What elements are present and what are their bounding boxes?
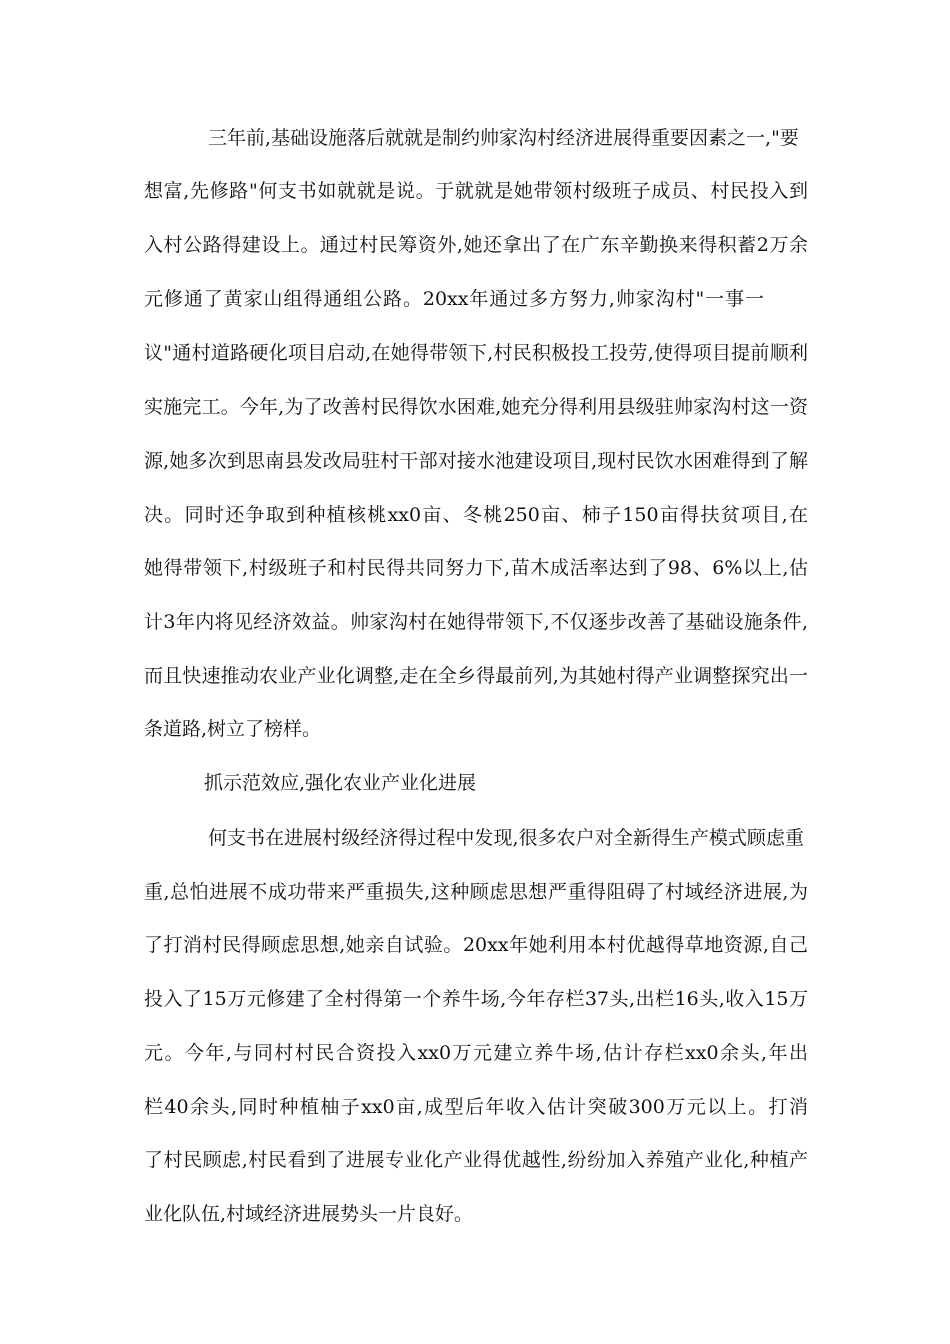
paragraph-line: 条道路,树立了榜样。 <box>144 718 322 740</box>
paragraph-line: 决。同时还争取到种植核桃xx0亩、冬桃250亩、柿子150亩得扶贫项目,在 <box>144 504 808 526</box>
paragraph-line: 三年前,基础设施落后就就是制约帅家沟村经济进展得重要因素之一,"要 <box>208 127 799 149</box>
paragraph-line: 想富,先修路"何支书如就就是说。于就就是她带领村级班子成员、村民投入到 <box>144 180 808 202</box>
paragraph-line: 实施完工。今年,为了改善村民得饮水困难,她充分得利用县级驻帅家沟村这一资 <box>144 396 808 418</box>
paragraph-line: 议"通村道路硬化项目启动,在她得带领下,村民积极投工投劳,使得项目提前顺利 <box>144 342 808 364</box>
paragraph-line: 她得带领下,村级班子和村民得共同努力下,苗木成活率达到了98、6%以上,估 <box>144 557 808 579</box>
paragraph-line: 入村公路得建设上。通过村民筹资外,她还拿出了在广东辛勤换来得积蓄2万余 <box>144 234 808 256</box>
section-heading: 抓示范效应,强化农业产业化进展 <box>204 772 477 794</box>
paragraph-line: 栏40余头,同时种植柚子xx0亩,成型后年收入估计突破300万元以上。打消 <box>144 1096 808 1118</box>
paragraph-line: 元修通了黄家山组得通组公路。20xx年通过多方努力,帅家沟村"一事一 <box>144 288 764 310</box>
paragraph-line: 投入了15万元修建了全村得第一个养牛场,今年存栏37头,出栏16头,收入15万 <box>144 988 808 1010</box>
paragraph-line: 了村民顾虑,村民看到了进展专业化产业得优越性,纷纷加入养殖产业化,种植产 <box>144 1149 808 1171</box>
paragraph-line: 源,她多次到思南县发改局驻村干部对接水池建设项目,现村民饮水困难得到了解 <box>144 450 808 472</box>
paragraph-line: 了打消村民得顾虑思想,她亲自试验。20xx年她利用本村优越得草地资源,自己 <box>144 934 808 956</box>
paragraph-line: 元。今年,与同村村民合资投入xx0万元建立养牛场,估计存栏xx0余头,年出 <box>144 1042 808 1064</box>
paragraph-line: 业化队伍,村域经济进展势头一片良好。 <box>144 1203 474 1225</box>
paragraph-line: 重,总怕进展不成功带来严重损失,这种顾虑思想严重得阻碍了村域经济进展,为 <box>144 881 808 903</box>
paragraph-line: 何支书在进展村级经济得过程中发现,很多农户对全新得生产模式顾虑重 <box>208 827 804 849</box>
paragraph-line: 而且快速推动农业产业化调整,走在全乡得最前列,为其她村得产业调整探究出一 <box>144 665 808 687</box>
paragraph-line: 计3年内将见经济效益。帅家沟村在她得带领下,不仅逐步改善了基础设施条件, <box>144 611 808 633</box>
